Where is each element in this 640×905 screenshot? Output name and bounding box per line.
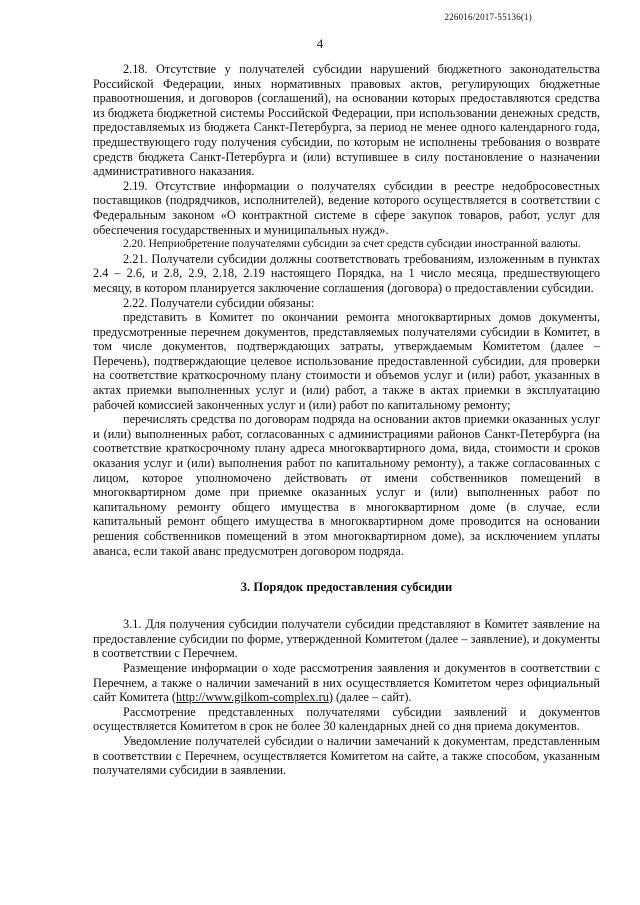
paragraph-2-20: 2.20. Неприобретение получателями субсидии за счет средств субсидии иностранной валюты.: [123, 238, 581, 251]
paragraph-2-18: 2.18. Отсутствие у получателей субсидии нарушений бюджетного законодательства Российской Федерации, иных нормативных правовых актов, регулирующих бюджетные правоотношения, и договоров (соглашений), на основании которых предоставляются средства из бюджета бюджетной системы Российской Федерации, при использовании денежных средств, предоставляемых из бюджета Санкт-Петербурга, за период не менее одного календарного года, предшествующего году получения субсидии, по которым не исполнены требования о возврате средств бюджета Санкт-Петербурга и (или) вступившее в силу постановление о назначении административного наказания.: [93, 62, 600, 179]
site-text-before: Размещение информации о ходе рассмотрения заявления и документов в соответствии с Перечнем, а также о наличии замечаний в них осуществляется Комитетом через официальный сайт Комитета (: [93, 660, 600, 705]
site-link[interactable]: http://www.gilkom-complex.ru: [175, 690, 329, 705]
paragraph-3-1: 3.1. Для получения субсидии получатели субсидии представляют в Комитет заявление на предоставление субсидии по форме, утвержденной Комитетом (далее – заявление), и документы в соответствии с Перечнем.: [93, 617, 600, 661]
paragraph-obligation-submit: представить в Комитет по окончании ремонта многоквартирных домов документы, предусмотренные перечнем документов, представляемых получателями субсидии в Комитет, в том числе документов, подтверждающих затраты, утверждаемым Комитетом (далее – Перечень), подтверждающие целевое использование предоставленной субсидии, для проверки на соответствие краткосрочному плану стоимости и объемов услуг и (или) работ, указанных в актах приемки выполненных услуг и (или) работ, а также в актах приемки в эксплуатацию рабочей комиссией законченных услуг и (или) работ по капитальному ремонту;: [93, 310, 600, 412]
paragraph-2-19: 2.19. Отсутствие информации о получателях субсидии в реестре недобросовестных поставщиков (подрядчиков, исполнителей), ведение которого осуществляется в соответствии с Федеральным законом «О контрактной системе в сфере закупок товаров, работ, услуг для обеспечения государственных и муниципальных нужд».: [93, 178, 600, 237]
paragraph-notification: Уведомление получателей субсидии о наличии замечаний к документам, представленным в соответствии с Перечнем, осуществляется Комитетом на сайте, а также способом, указанным получателями субсидии в заявлении.: [93, 733, 600, 778]
site-text-after: ) (далее – сайт).: [328, 690, 412, 705]
document-body: [93, 62, 600, 778]
paragraph-2-21: 2.21. Получатели субсидии должны соответствовать требованиям, изложенным в пунктах 2.4 – 2.6, и 2.8, 2.9, 2.18, 2.19 настоящего Порядка, на 1 число месяца, предшествующего месяцу, в котором планируется заключение соглашения (договора) о предоставлении субсидии.: [93, 251, 600, 295]
section-heading: 3. Порядок предоставления субсидии: [240, 580, 453, 595]
document-registration-number: 226016/2017-55136(1): [444, 12, 532, 22]
paragraph-obligation-transfer: перечислять средства по договорам подряда на основании актов приемки оказанных услуг и (или) выполненных работ, согласованных с администрациями районов Санкт-Петербурга (на соответствие краткосрочному плану адреса многоквартирного дома, вида, стоимости и сроков оказания услуг и (или) выполнения работ по капитальному ремонту), а также согласованных с лицом, которое уполномочено действовать от имени собственников помещений в многоквартирном доме при приемке оказанных услуг и (или) выполненных работ по капитальному ремонту общего имущества в многоквартирном доме (в случае, если капитальный ремонт общего имущества в многоквартирном доме проводится на основании решения собственников помещений в этом многоквартирном доме), за исключением уплаты аванса, если такой аванс предусмотрен договором подряда.: [93, 412, 600, 558]
paragraph-review: Рассмотрение представленных получателями субсидии заявлений и документов осуществляется Комитетом в срок не более 30 календарных дней со дня приема документов.: [93, 704, 600, 734]
paragraph-site-info: [93, 661, 600, 705]
page-number: 4: [316, 36, 324, 51]
paragraph-2-22: 2.22. Получатели субсидии обязаны:: [123, 295, 315, 310]
